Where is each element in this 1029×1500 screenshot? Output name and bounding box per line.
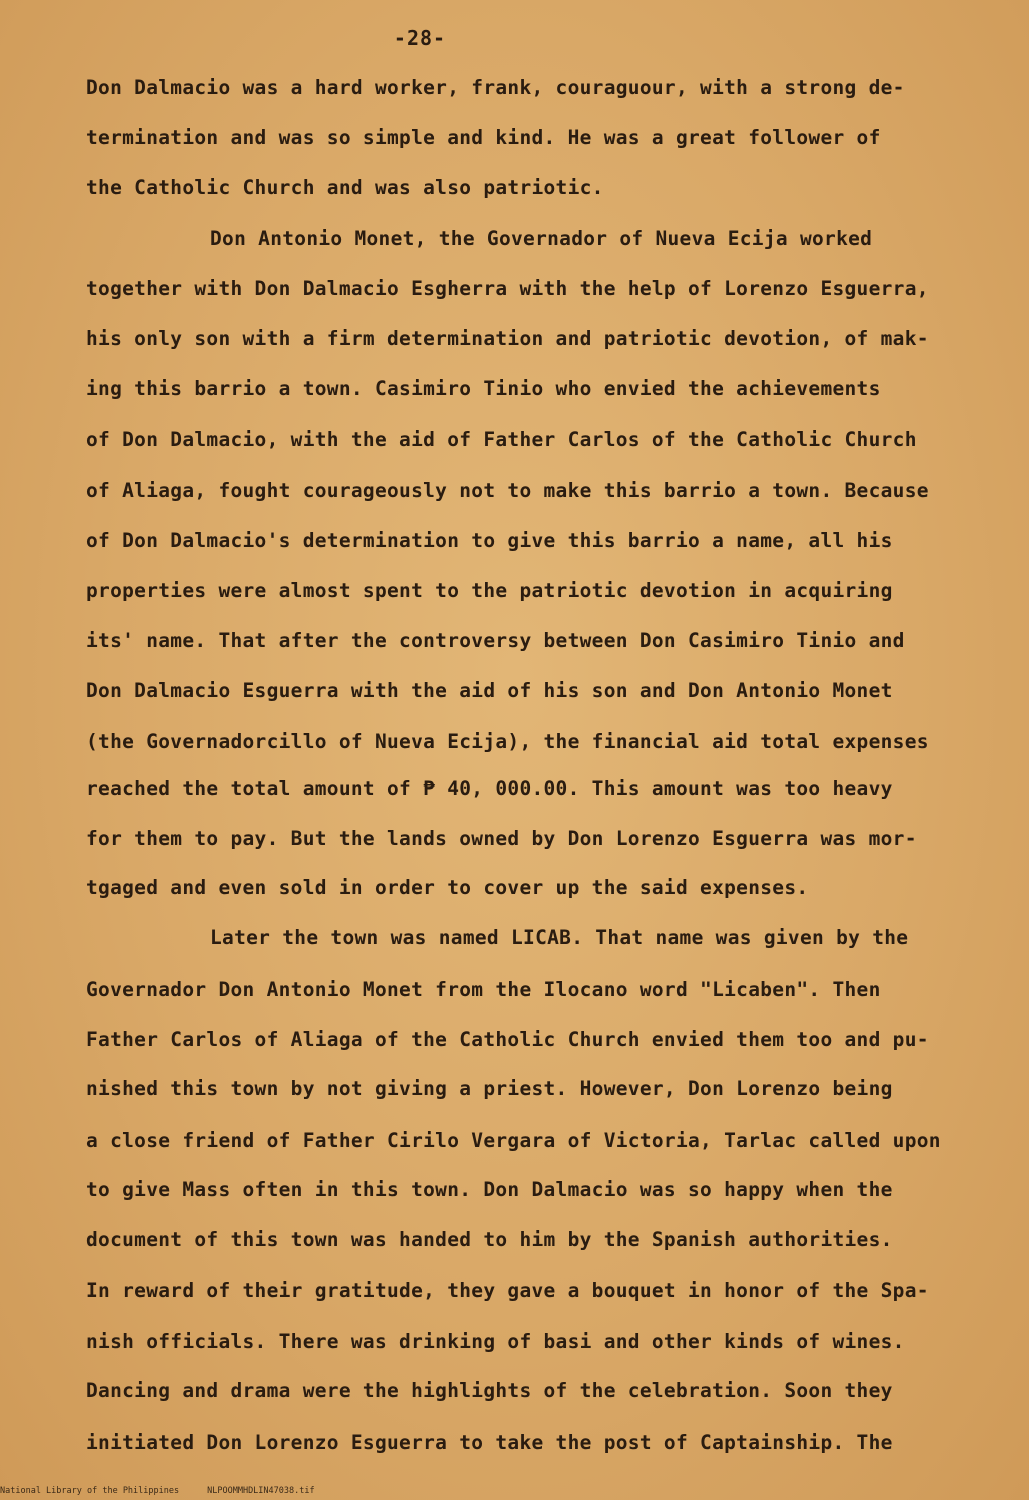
text-line: together with Don Dalmacio Esgherra with the help of Lorenzo Esguerra,: [86, 277, 929, 300]
text-line: nish officials. There was drinking of basi and other kinds of wines.: [86, 1330, 905, 1353]
text-line: to give Mass often in this town. Don Dalmacio was so happy when the: [86, 1178, 893, 1201]
text-line: termination and was so simple and kind. He was a great follower of: [86, 126, 881, 149]
text-line: of Don Dalmacio's determination to give this barrio a name, all his: [86, 529, 893, 552]
text-line: nished this town by not giving a priest. However, Don Lorenzo being: [86, 1077, 893, 1100]
library-credit: National Library of the Philippines: [0, 1486, 180, 1496]
text-line: Don Dalmacio Esguerra with the aid of his son and Don Antonio Monet: [86, 679, 893, 702]
text-line: ing this barrio a town. Casimiro Tinio who envied the achievements: [86, 377, 881, 400]
text-line: initiated Don Lorenzo Esguerra to take the post of Captainship. The: [86, 1431, 893, 1454]
text-line: for them to pay. But the lands owned by Don Lorenzo Esguerra was mor-: [86, 827, 917, 850]
file-name: NLPOOMMHDLIN47038.tif: [207, 1486, 315, 1496]
text-line: properties were almost spent to the patriotic devotion in acquiring: [86, 579, 893, 602]
text-line: Don Antonio Monet, the Governador of Nueva Ecija worked: [210, 227, 873, 250]
text-line: Don Dalmacio was a hard worker, frank, couraguour, with a strong de-: [86, 76, 905, 99]
text-line: (the Governadorcillo of Nueva Ecija), the financial aid total expenses: [86, 730, 929, 753]
text-line: a close friend of Father Cirilo Vergara of Victoria, Tarlac called upon: [86, 1129, 941, 1152]
scan-footer: [0, 1486, 315, 1496]
text-line: reached the total amount of ₱ 40, 000.00. This amount was too heavy: [86, 777, 893, 800]
text-line: Later the town was named LICAB. That name was given by the: [210, 926, 909, 949]
text-line: his only son with a firm determination and patriotic devotion, of mak-: [86, 327, 929, 350]
text-line: Governador Don Antonio Monet from the Ilocano word "Licaben". Then: [86, 978, 881, 1001]
text-line: tgaged and even sold in order to cover up the said expenses.: [86, 876, 809, 899]
page-number: -28-: [393, 26, 447, 50]
text-line: its' name. That after the controversy between Don Casimiro Tinio and: [86, 629, 905, 652]
text-line: of Don Dalmacio, with the aid of Father Carlos of the Catholic Church: [86, 428, 917, 451]
text-line: the Catholic Church and was also patriotic.: [86, 176, 604, 199]
text-line: Dancing and drama were the highlights of the celebration. Soon they: [86, 1379, 893, 1402]
text-line: of Aliaga, fought courageously not to make this barrio a town. Because: [86, 479, 929, 502]
text-line: In reward of their gratitude, they gave a bouquet in honor of the Spa-: [86, 1279, 929, 1302]
text-line: Father Carlos of Aliaga of the Catholic Church envied them too and pu-: [86, 1028, 929, 1051]
text-line: document of this town was handed to him by the Spanish authorities.: [86, 1228, 893, 1251]
